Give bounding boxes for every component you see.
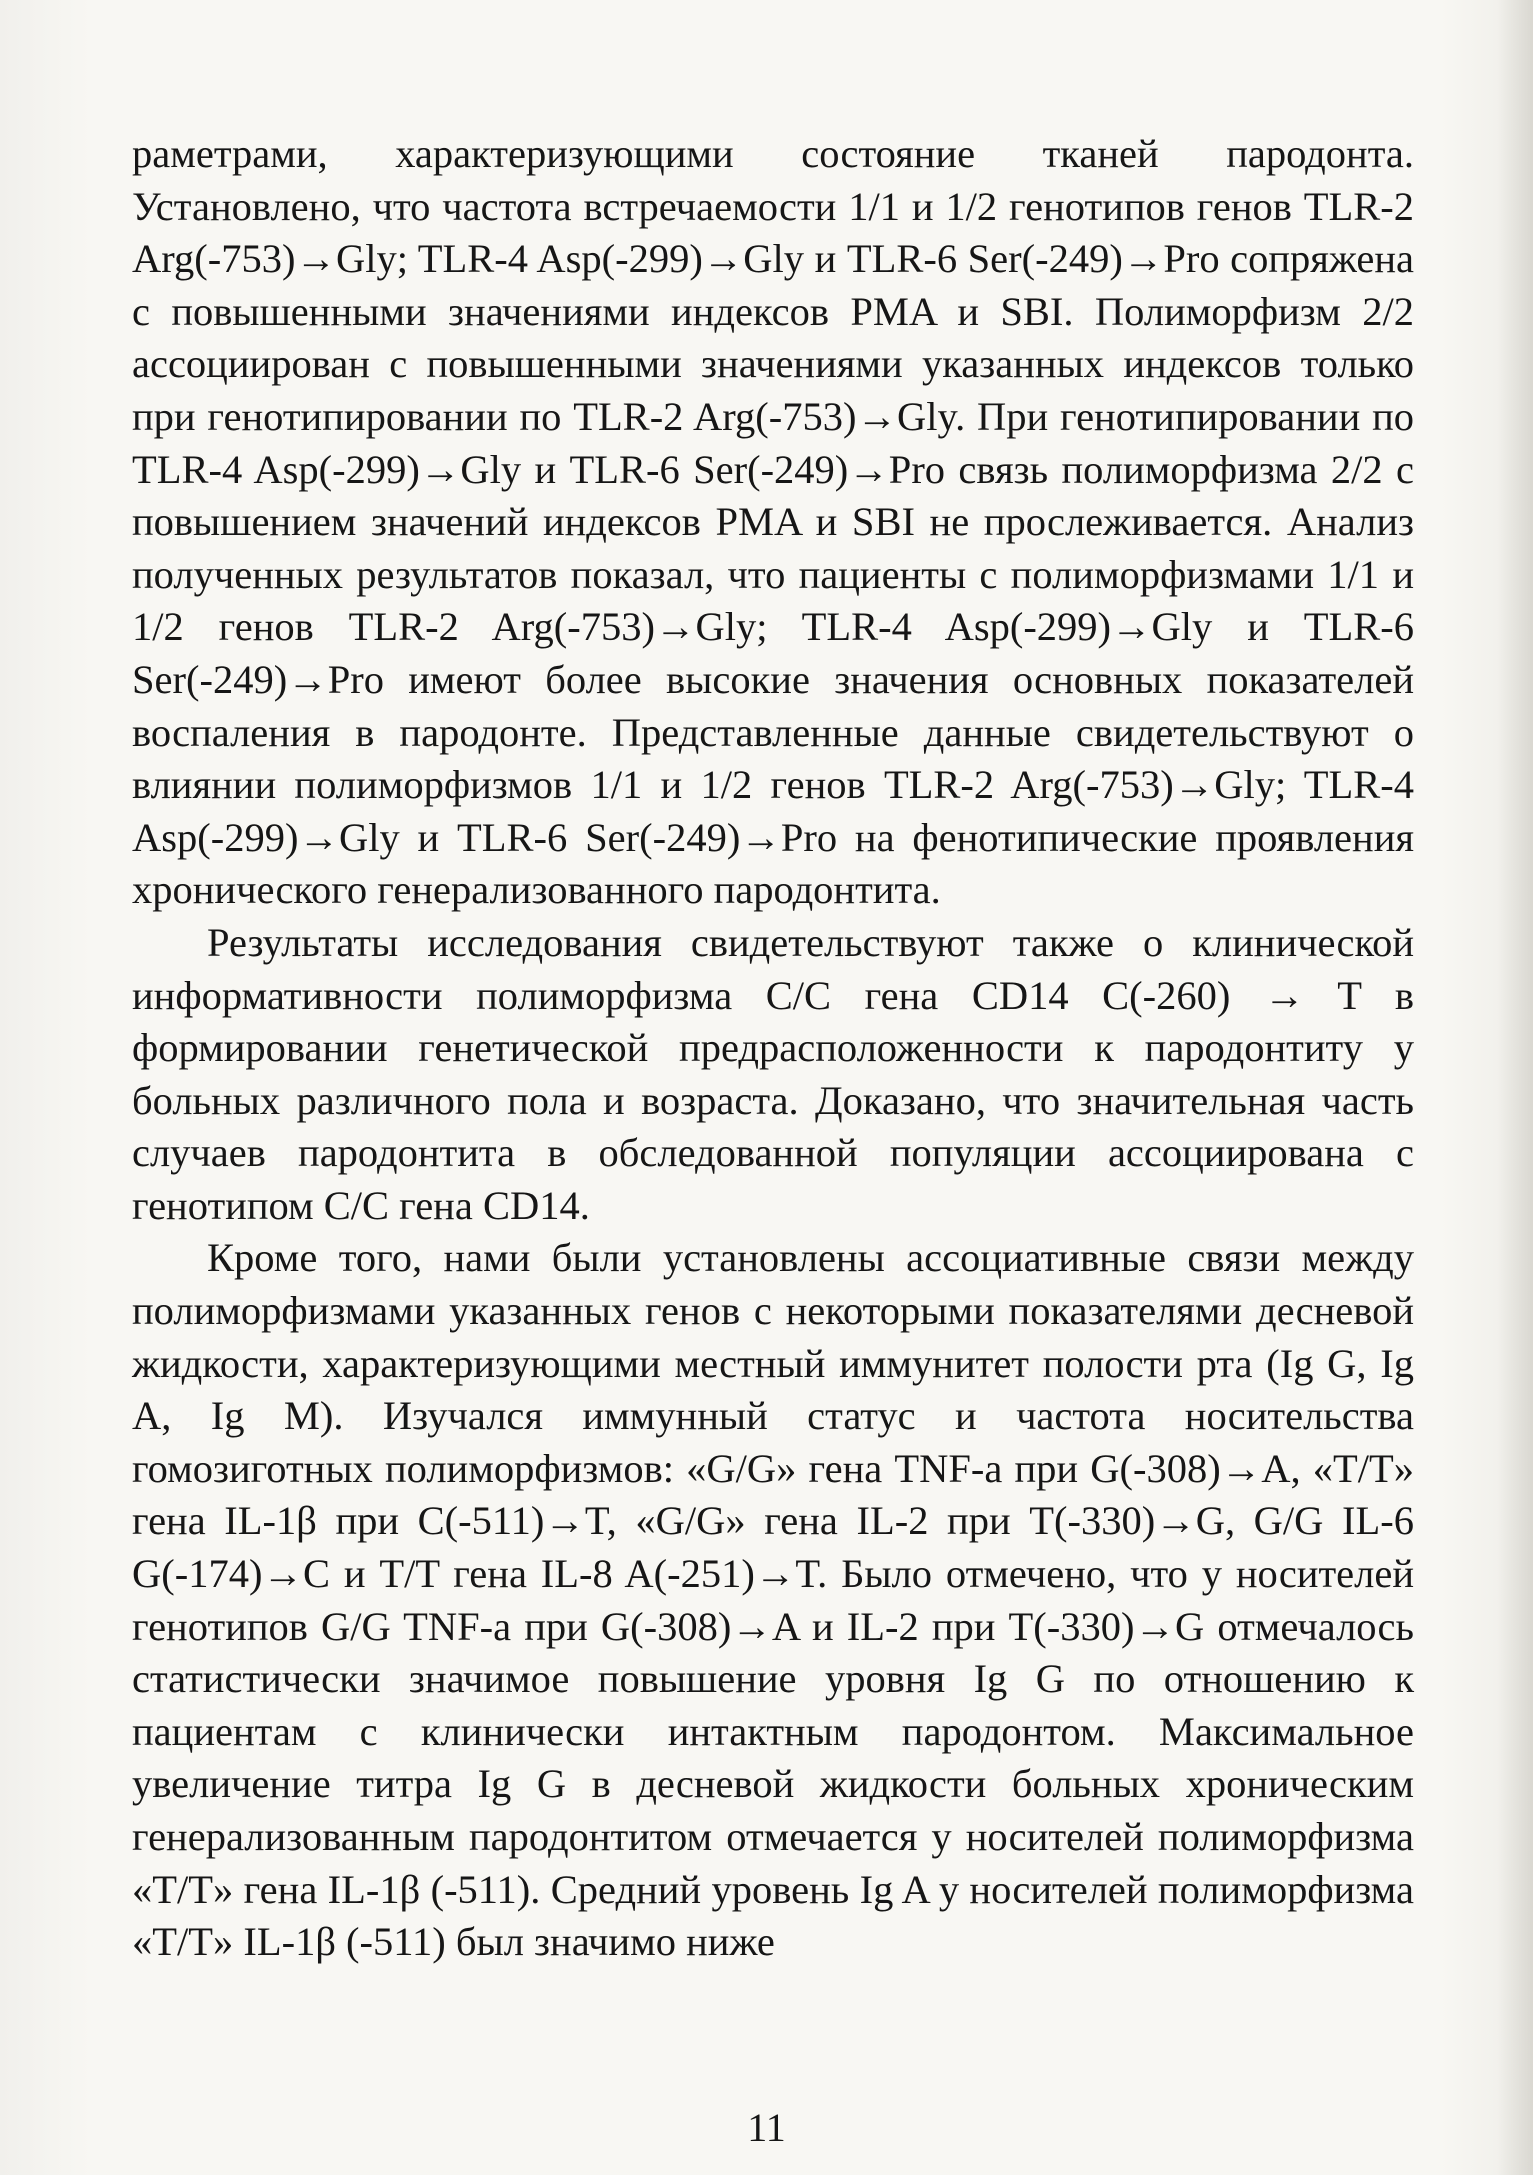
paragraph-1: раметрами, характеризующими состояние тканей пародонта. Установлено, что частота встречаемости 1/1 и 1/2 генотипов генов TLR-2 Arg(-753)→Gly; TLR-4 Asp(-299)→Gly и TLR-6 Ser(-249)→Pro сопряжена с повышенными значениями индексов PMA и SBI. Полиморфизм 2/2 ассоциирован с повышенными значениями указанных индексов только при генотипировании по TLR-2 Arg(-753)→Gly. При генотипировании по TLR-4 Asp(-299)→Gly и TLR-6 Ser(-249)→Pro связь полиморфизма 2/2 с повышением значений индексов PMA и SBI не прослеживается. Анализ полученных результатов показал, что пациенты с полиморфизмами 1/1 и 1/2 генов TLR-2 Arg(-753)→Gly; TLR-4 Asp(-299)→Gly и TLR-6 Ser(-249)→Pro имеют более высокие значения основных показателей воспаления в пародонте. Представленные данные свидетельствуют о влиянии полиморфизмов 1/1 и 1/2 генов TLR-2 Arg(-753)→Gly; TLR-4 Asp(-299)→Gly и TLR-6 Ser(-249)→Pro на фенотипические проявления хронического генерализованного пародонтита.: [132, 131, 1414, 913]
page-number: 11: [747, 2105, 786, 2150]
paragraph-3: Кроме того, нами были установлены ассоциативные связи между полиморфизмами указанных генов с некоторыми показателями десневой жидкости, характеризующими местный иммунитет полости рта (Ig G, Ig A, Ig M). Изучался иммунный статус и частота носительства гомозиготных полиморфизмов: «G/G» гена TNF-а при G(-308)→A, «T/T» гена IL-1β при C(-511)→T, «G/G» гена IL-2 при T(-330)→G, G/G IL-6 G(-174)→C и T/T гена IL-8 A(-251)→T. Было отмечено, что у носителей генотипов G/G TNF-а при G(-308)→A и IL-2 при T(-330)→G отмечалось статистически значимое повышение уровня Ig G по отношению к пациентам с клинически интактным пародонтом. Максимальное увеличение титра Ig G в десневой жидкости больных хроническим генерализованным пародонтитом отмечается у носителей полиморфизма «T/T» гена IL-1β (-511). Средний уровень Ig A у носителей полиморфизма «T/T» IL-1β (-511) был значимо ниже: [132, 1235, 1414, 1965]
paragraph-2: Результаты исследования свидетельствуют также о клинической информативности полиморфизма C/C гена CD14 C(-260) → T в формировании генетической предрасположенности к пародонтиту у больных различного пола и возраста. Доказано, что значительная часть случаев пародонтита в обследованной популяции ассоциирована с генотипом C/C гена CD14.: [132, 919, 1414, 1228]
body-text: [132, 128, 1414, 1969]
page-edge-shadow: [1497, 0, 1533, 2175]
